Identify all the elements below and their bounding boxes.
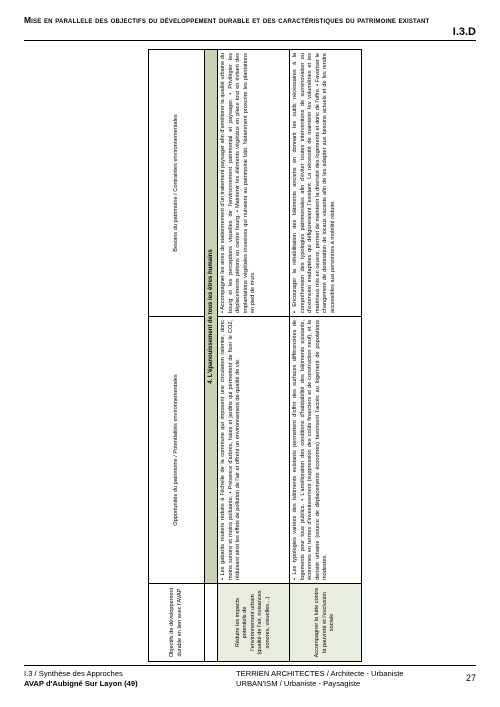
table-row-opportunities: • Les gabarits routiers réduits à l'échelle de la commune qui imposent une circulation ralentie, donc moins sonore et moins polluante. • Présence d'arbres, haies et jardins qui permettent de fixer le CO2, réduisant ainsi les effets de pollution de l'air et offrent un environnement de qualité de vie.: [218, 317, 290, 584]
page-number: 27: [465, 673, 476, 683]
table-row-objective: Réduire les impacts potentiels de l'environnement urbain (qualité de l'air, nuisances sonores, visuelles…): [218, 584, 290, 662]
rotated-table: [148, 50, 358, 662]
header-needs: Besoins du patrimoine / Contraintes environnementales: [149, 50, 205, 317]
table-row-needs: • Accompagner les aires de stationnement d'un traitement paysager afin d'améliorer la qualité urbaine du bourg et les perceptions visuelles de l'environnement patrimonial et paysager. • Privilégier les déplacements piétons en centre bourg. • Maintenir les éléments végétaux en place tout en évitant des implantations végétales invasives qui nuiraient au patrimoine bâti. Notamment proscrire les plantations en pied de murs.: [218, 50, 290, 317]
table-row-needs: • Encourager la réhabilitation des bâtiments anciens en donnant les outils nécessaires à la compréhension des typologies patrimoniales afin d'éviter toutes interventions de surrénovation ou d'extension inadaptées qui défigureraient l'existant. La nécessité de maintenir les volumétries et les matériaux mis en oeuvre, permet de maintenir la diversité des logements et donc de l'offre. • Favoriser le changement de destination de locaux vacants afin de les adapter aux besoins actuels et de les rendre accessibles aux personnes à mobilité réduite.: [290, 50, 362, 317]
document-title: Mise en parallele des objectifs du développement durable et des caractéristiques du patrimoine existant: [24, 15, 430, 25]
section-blank-cell: [205, 584, 218, 662]
table-row-opportunities: • Les typologies variées des bâtiments existants permettent d'offrir des surfaces différenciées de logements pour tous publics. • L'amélioration des conditions d'habitabilité des bâtiments existants, économes en termes d'investissement (suppression des coûts financiers et de construction neuf), et la densité urbaine (source de déplacements économes) favorisent l'accès au logement de populations modestes.: [290, 317, 362, 584]
header-objectives: Objectifs de développement durable en lien avec l'AVAP: [149, 584, 205, 662]
objectives-table: [148, 49, 362, 662]
header-divider: [24, 40, 476, 41]
footer-authors-2: URBAN'ISM / Urbaniste - Paysagiste: [236, 679, 361, 688]
header-opportunities: Opportunités du patrimoine / Potentialités environnementales: [149, 317, 205, 584]
footer-authors-1: TERRIEN ARCHITECTES / Architecte - Urbaniste: [236, 669, 404, 678]
footer-divider: [24, 665, 476, 666]
footer-project: AVAP d'Aubigné Sur Layon (49): [24, 679, 138, 688]
rotated-table-area: [148, 50, 358, 662]
table-row-objective: Accompagner la lutte contre la pauvreté et l'exclusion sociale: [290, 584, 362, 662]
section-title: 4. L'épanouissement de tous les êtres humains: [205, 50, 218, 584]
section-code: I.3.D: [452, 26, 476, 38]
footer-section: I.3 / Synthèse des Approches: [24, 669, 123, 678]
